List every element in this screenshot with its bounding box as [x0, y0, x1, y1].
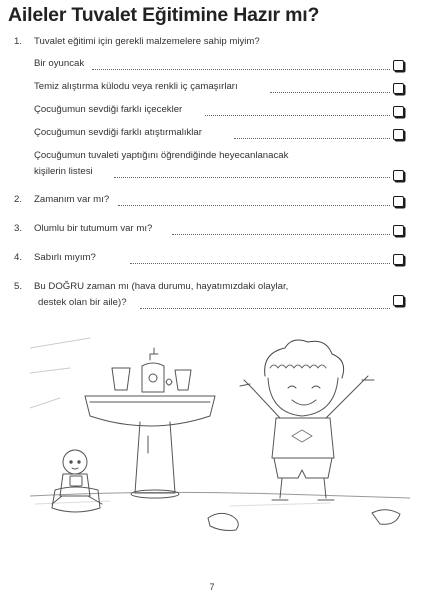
- toilet-training-illustration: [30, 318, 410, 548]
- question-2: [0, 194, 424, 210]
- checkbox[interactable]: [393, 106, 404, 117]
- checkbox[interactable]: [393, 254, 404, 265]
- standing-boy-drawing: [240, 340, 374, 500]
- question-4: [0, 252, 424, 268]
- checkbox[interactable]: [393, 83, 404, 94]
- clothing-on-floor-drawing: [372, 510, 400, 525]
- question-text: destek olan bir aile)?: [38, 297, 127, 308]
- page-number: 7: [209, 582, 215, 592]
- question-5-continuation: [0, 297, 424, 313]
- dot-leader: [118, 205, 390, 206]
- checklist-item: [0, 104, 424, 120]
- item-label: Temiz alıştırma külodu veya renkli iç çamaşırları: [34, 81, 238, 92]
- question-number: 3.: [14, 223, 23, 234]
- question-number: 4.: [14, 252, 23, 263]
- checkbox[interactable]: [393, 129, 404, 140]
- checklist-item: [0, 150, 424, 166]
- clothing-on-floor-drawing: [208, 513, 238, 530]
- question-text: Bu DOĞRU zaman mı (hava durumu, hayatımızdaki olaylar,: [34, 281, 289, 292]
- checkbox[interactable]: [393, 60, 404, 71]
- question-number: 5.: [14, 281, 23, 292]
- dot-leader: [172, 234, 390, 235]
- question-5: [0, 281, 424, 297]
- question-text: Sabırlı mıyım?: [34, 252, 96, 263]
- question-text: Zamanım var mı?: [34, 194, 110, 205]
- question-text: Olumlu bir tutumum var mı?: [34, 223, 153, 234]
- question-number: 2.: [14, 194, 23, 205]
- dot-leader: [92, 69, 390, 70]
- item-label: Çocuğumun sevdiği farklı içecekler: [34, 104, 183, 115]
- checklist-item-continuation: [0, 166, 424, 182]
- sink-drawing: [85, 348, 215, 498]
- item-label: kişilerin listesi: [34, 166, 93, 177]
- checkbox[interactable]: [393, 196, 404, 207]
- item-label: Çocuğumun tuvaleti yaptığını öğrendiğinde heyecanlanacak: [34, 150, 289, 161]
- checkbox[interactable]: [393, 295, 404, 306]
- item-label: Bir oyuncak: [34, 58, 85, 69]
- checklist-item: [0, 81, 424, 97]
- question-3: [0, 223, 424, 239]
- question-number: 1.: [14, 36, 23, 47]
- dot-leader: [114, 177, 390, 178]
- checkbox[interactable]: [393, 170, 404, 181]
- item-label: Çocuğumun sevdiği farklı atıştırmalıklar: [34, 127, 202, 138]
- question-1: [0, 36, 424, 52]
- checklist-item: [0, 127, 424, 143]
- dot-leader: [205, 115, 390, 116]
- page-title: Aileler Tuvalet Eğitimine Hazır mı?: [8, 4, 320, 26]
- dot-leader: [234, 138, 390, 139]
- dot-leader: [270, 92, 390, 93]
- dot-leader: [130, 263, 390, 264]
- question-text: Tuvalet eğitimi için gerekli malzemelere sahip miyim?: [34, 36, 260, 47]
- dot-leader: [140, 308, 390, 309]
- checkbox[interactable]: [393, 225, 404, 236]
- checklist-item: [0, 58, 424, 74]
